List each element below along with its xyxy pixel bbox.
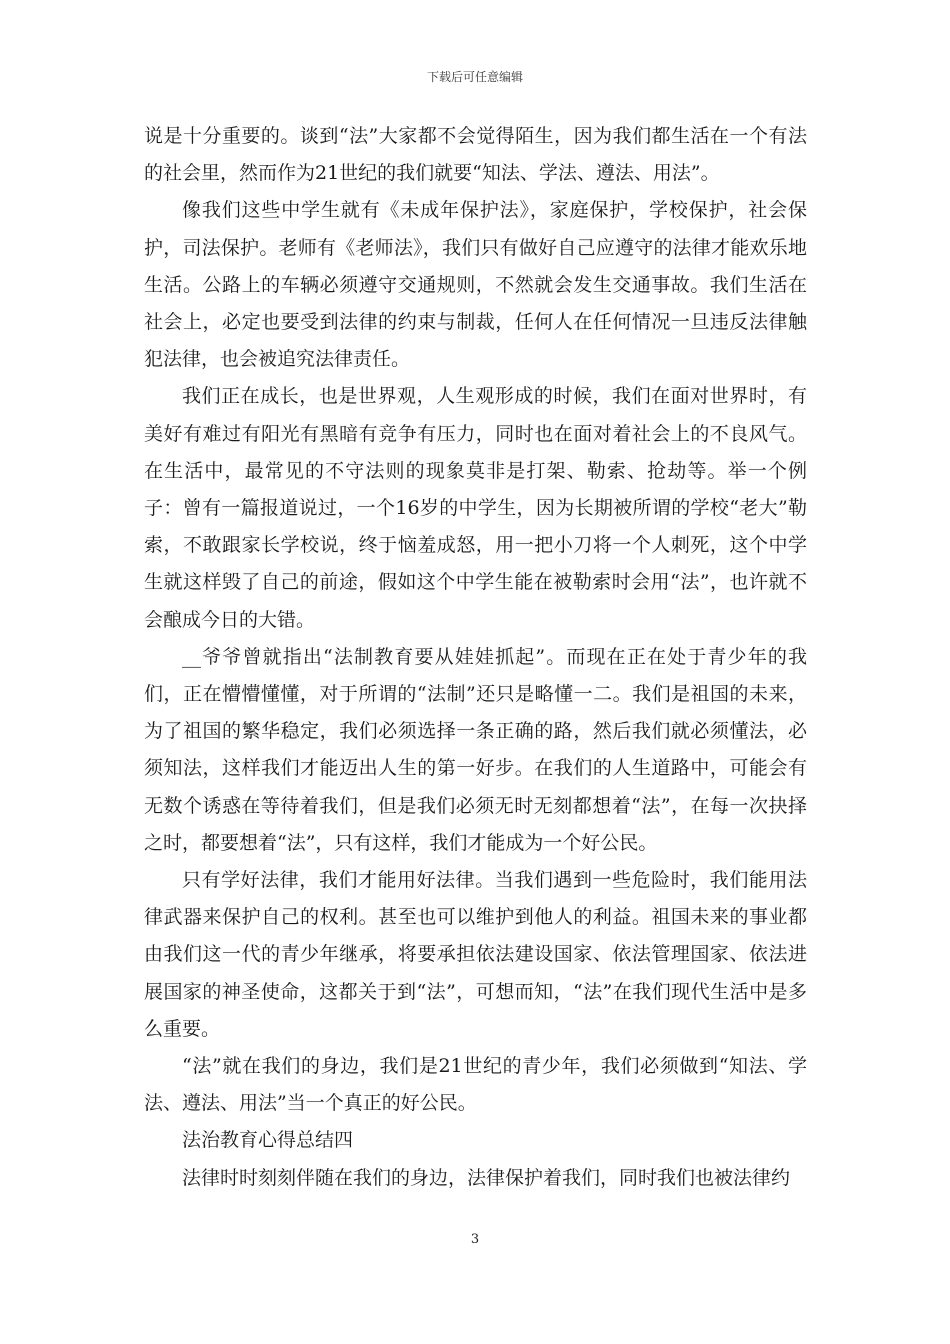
page-header-note: 下载后可任意编辑	[426, 70, 523, 84]
paragraph: __爷爷曾就指出“法制教育要从娃娃抓起”。而现在正在处于青少年的我们，正在懵懵懂懂，对于所谓的“法制”还只是略懂一二。我们是祖国的未来，为了祖国的繁华稳定，我们必须选择一条正确的路，然后我们就必须懂法，必须知法，这样我们才能迈出人生的第一好步。在我们的人生道路中，可能会有无数个诱惑在等待着我们，但是我们必须无时无刻都想着“法”，在每一次抉择之时，都要想着“法”，只有这样，我们才能成为一个好公民。	[144, 645, 807, 854]
document-body	[144, 118, 807, 1197]
paragraph: 像我们这些中学生就有《未成年保护法》，家庭保护，学校保护，社会保护，司法保护。老师有《老师法》，我们只有做好自己应遵守的法律才能欢乐地生活。公路上的车辆必须遵守交通规则，不然就会发生交通事故。我们生活在社会上，必定也要受到法律的约束与制裁，任何人在任何情况一旦违反法律触犯法律，也会被追究法律责任。	[144, 199, 807, 371]
section-heading: 法治教育心得总结四	[182, 1129, 354, 1152]
page-number: 3	[470, 1232, 480, 1247]
paragraph: 我们正在成长，也是世界观，人生观形成的时候，我们在面对世界时，有美好有难过有阳光有黑暗有竞争有压力，同时也在面对着社会上的不良风气。在生活中，最常见的不守法则的现象莫非是打架、勒索、抢劫等。举一个例子：曾有一篇报道说过，一个16岁的中学生，因为长期被所谓的学校“老大”勒索，不敢跟家长学校说，终于恼羞成怒，用一把小刀将一个人刺死，这个中学生就这样毁了自己的前途，假如这个中学生能在被勒索时会用“法”，也许就不会酿成今日的大错。	[144, 385, 807, 631]
paragraph-continuation: 说是十分重要的。谈到“法”大家都不会觉得陌生，因为我们都生活在一个有法的社会里，然而作为21世纪的我们就要“知法、学法、遵法、用法”。	[144, 125, 807, 185]
paragraph: “法”就在我们的身边，我们是21世纪的青少年，我们必须做到“知法、学法、遵法、用法”当一个真正的好公民。	[144, 1055, 807, 1115]
paragraph: 法律时时刻刻伴随在我们的身边，法律保护着我们，同时我们也被法律约	[182, 1166, 791, 1189]
paragraph: 只有学好法律，我们才能用好法律。当我们遇到一些危险时，我们能用法律武器来保护自己的权利。甚至也可以维护到他人的利益。祖国未来的事业都由我们这一代的青少年继承，将要承担依法建设国家、依法管理国家、依法进展国家的神圣使命，这都关于到“法”，可想而知，“法”在我们现代生活中是多么重要。	[144, 869, 807, 1040]
